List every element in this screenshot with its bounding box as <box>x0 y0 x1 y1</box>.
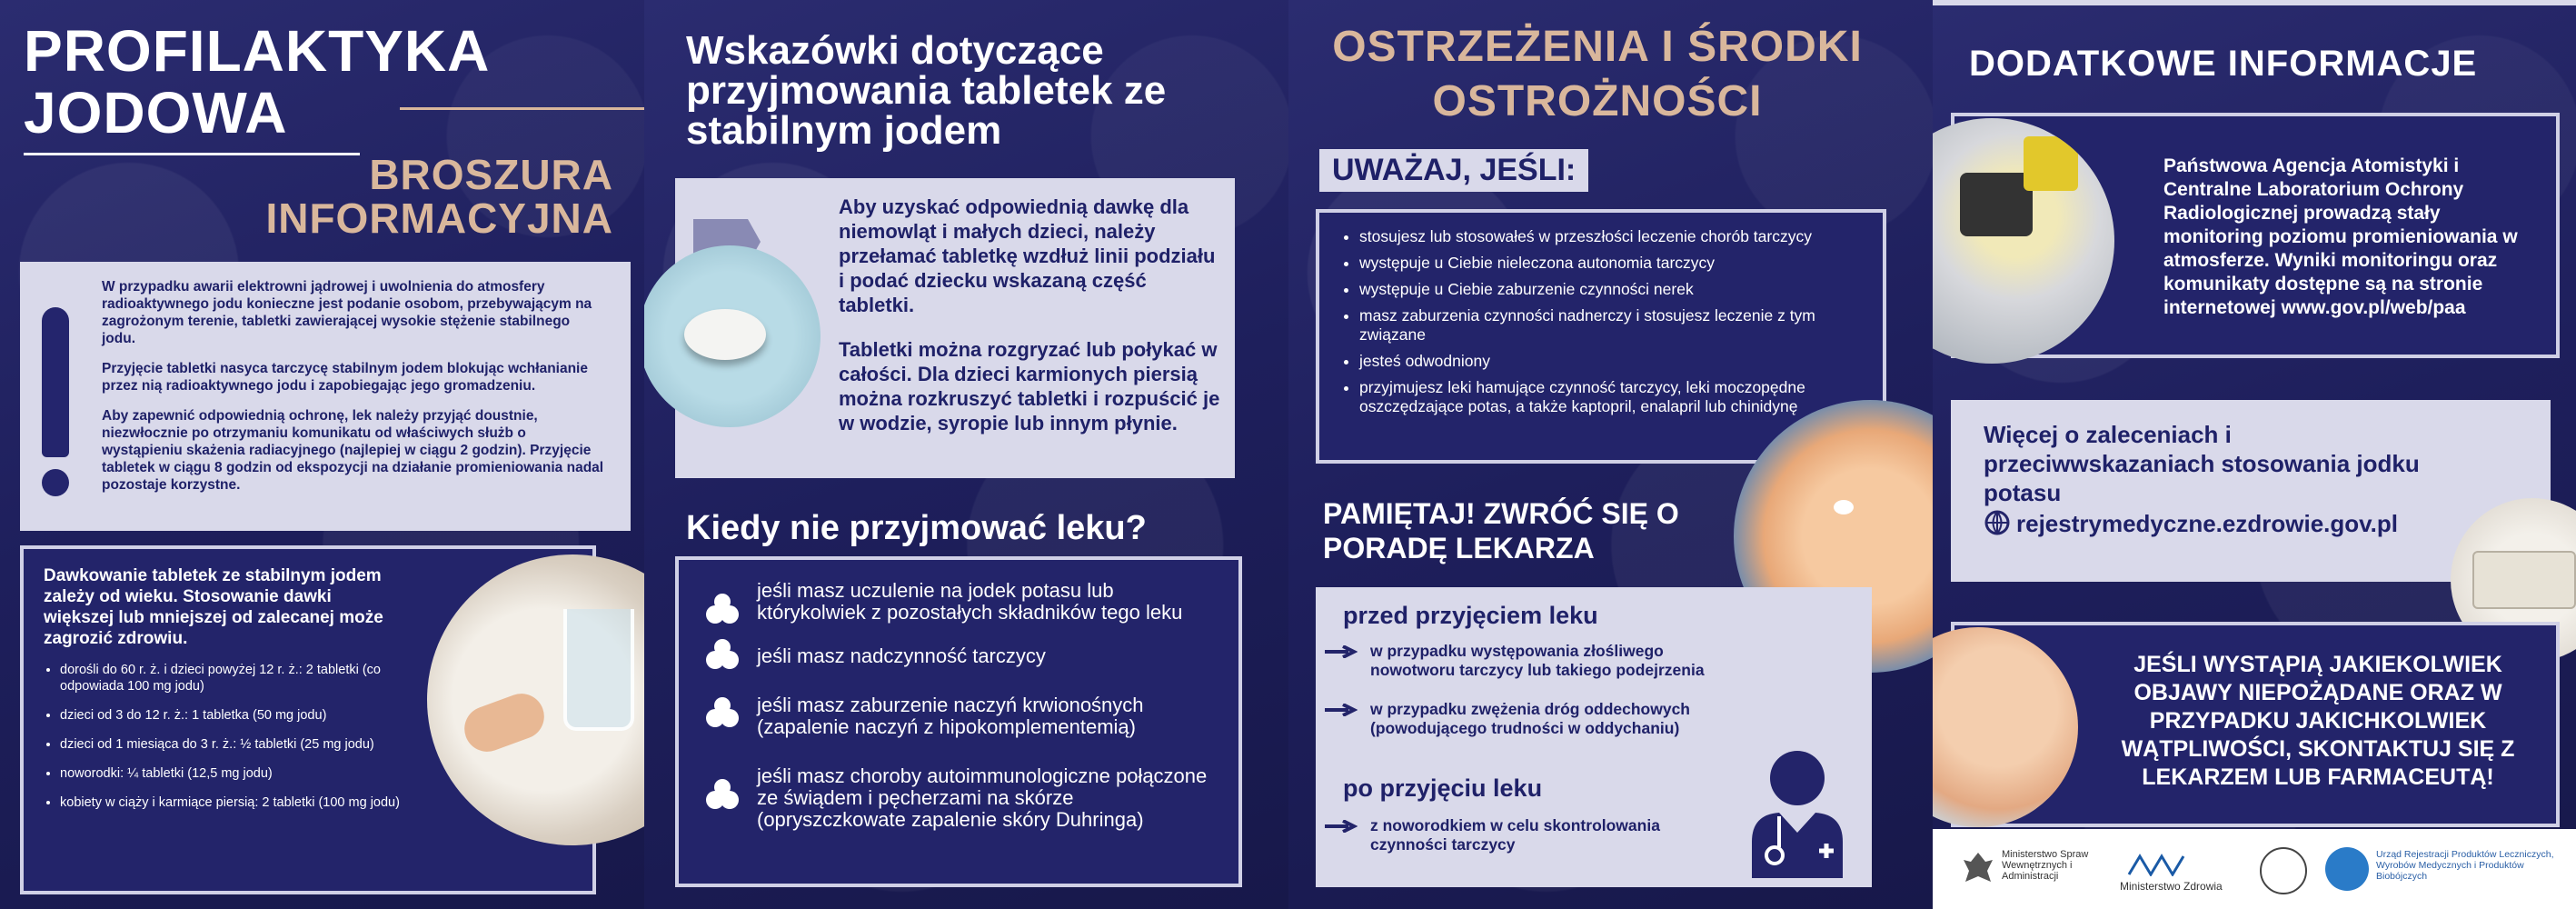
before-text: w przypadku zwężenia dróg oddechowych (powodującego trudności w oddychaniu) <box>1370 700 1690 737</box>
when-not-box <box>675 556 1242 887</box>
more-info-heading: Więcej o zaleceniach i przeciwwskazaniach stosowania jodku potasu <box>1984 421 2420 506</box>
additional-title: DODATKOWE INFORMACJE <box>1969 44 2478 84</box>
globe-icon <box>1984 509 2011 536</box>
doctor-icon <box>1743 742 1852 878</box>
radiation-sign-icon <box>2024 136 2078 191</box>
dosage-item: • kobiety w ciąży i karmiące piersią: 2 tabletki (100 mg jodu) <box>60 794 442 811</box>
tablet-icon <box>684 309 766 360</box>
dosage-item: • dzieci od 3 do 12 r. ż.: 1 tabletka (50 mg jodu) <box>60 707 442 724</box>
blister-icon <box>2472 551 2576 609</box>
when-not-item <box>697 645 1224 667</box>
subtitle-line-1: BROSZURA <box>369 151 613 198</box>
page-title <box>24 20 490 144</box>
side-effects-text: JEŚLI WYSTĄPIĄ JAKIEKOLWIEK OBJAWY NIEPOŻĄDANE ORAZ W PRZYPADKU JAKICHKOLWIEK WĄTPLIWOŚCI, SKONTAKTUJ SIĘ Z LEKARZEM LUB FARMACEUTĄ! <box>2121 652 2515 790</box>
after-heading: po przyjęciu leku <box>1343 774 1543 802</box>
tip-paragraph-2: Tabletki można rozgryzać lub połykać w całości. Dla dzieci karmionych piersią można rozkruszyć tabletki i rozpuścić je w wodzie, syropie lub innym płynie. <box>839 338 1220 435</box>
tips-text <box>839 195 1220 435</box>
glass-icon <box>563 609 634 731</box>
pills-icon <box>704 638 741 675</box>
arrow-icon <box>1325 704 1358 716</box>
subtitle-rule <box>400 107 644 110</box>
deco <box>802 205 830 233</box>
when-not-text: jeśli masz zaburzenie naczyń krwionośnych (zapalenie naczyń z hipokomplementemią) <box>757 694 1144 738</box>
title-line-2: JODOWA <box>24 80 288 145</box>
careful-list <box>1332 227 1877 424</box>
when-not-text: jeśli masz uczulenie na jodek potasu lub którykolwiek z pozostałych składników tego leku <box>757 579 1183 624</box>
tip-paragraph-1: Aby uzyskać odpowiednią dawkę dla niemowląt i małych dzieci, należy przełamać tabletkę wzdłuż linii podziału i podać dziecku wskazaną część tabletki. <box>839 195 1216 316</box>
info-paragraph-3: Aby zapewnić odpowiednią ochronę, lek należy przyjąć doustnie, niezwłocznie po otrzymaniu komunikatu od właściwych służb o wystąpieniu skażenia radiacyjnego (najlepiej w ciągu 2 godzin). Przyjęcie tabletek w ciągu 8 godzin od ekspozycji na działanie promieniowania nadal pozostaje korzystne. <box>102 408 604 493</box>
subtitle <box>265 153 613 240</box>
panel-3 <box>1288 0 1933 909</box>
when-not-text: jeśli masz nadczynność tarczycy <box>757 644 1046 667</box>
when-not-item <box>697 765 1224 831</box>
when-not-item <box>697 580 1224 624</box>
hand-icon <box>458 687 551 758</box>
careful-item: • masz zaburzenia czynności nadnerczy i stosujesz leczenie z tym związane <box>1359 306 1877 345</box>
dosage-item: • dzieci od 1 miesiąca do 3 r. ż.: ½ tabletki (25 mg jodu) <box>60 736 442 753</box>
meter-icon <box>1960 173 2033 236</box>
panel-2 <box>644 0 1288 909</box>
after-text: z noworodkiem w celu skontrolowania czynności tarczycy <box>1370 816 1660 854</box>
remember-heading: PAMIĘTAJ! ZWRÓĆ SIĘ O PORADĘ LEKARZA <box>1323 497 1679 564</box>
dosage-list <box>33 662 442 818</box>
careful-item: • przyjmujesz leki hamujące czynność tarczycy, leki moczopędne oszczędzające potas, a także kaptopril, enalapril lub chinidynę <box>1359 378 1877 416</box>
agency-text: Państwowa Agencja Atomistyki i Centralne Laboratorium Ochrony Radiologicznej prowadzą stały monitoring poziomu promieniowania w atmosferze. Wyniki monitoringu oraz komunikaty dostępne są na stronie internetowej www.gov.pl/web/paa <box>2163 155 2518 318</box>
arrow-icon <box>1325 820 1358 833</box>
website-url[interactable]: rejestrymedyczne.ezdrowie.gov.pl <box>2016 510 2398 537</box>
careful-item: • występuje u Ciebie nieleczona autonomia tarczycy <box>1359 254 1877 273</box>
mz-logo-icon <box>2127 853 2191 881</box>
dosage-item: • noworodki: ¼ tabletki (12,5 mg jodu) <box>60 765 442 782</box>
tablet-photo <box>644 245 821 427</box>
before-heading: przed przyjęciem leku <box>1343 602 1598 629</box>
subtitle-line-2: INFORMACYJNA <box>265 195 613 242</box>
logo-mswia-text: Ministerstwo Spraw Wewnętrznych i Administracji <box>2002 849 2089 882</box>
pills-icon <box>704 696 741 734</box>
info-box <box>20 262 631 531</box>
title-line-1: PROFILAKTYKA <box>24 18 491 84</box>
panel-4 <box>1933 0 2576 909</box>
website-link[interactable] <box>1984 509 2398 538</box>
before-item <box>1370 642 1752 680</box>
seal-logo-icon <box>2260 847 2307 894</box>
dosage-item: • dorośli do 60 r. ż. i dzieci powyżej 12 r. ż.: 2 tabletki (co odpowiada 100 mg jodu) <box>60 662 442 694</box>
tips-title: Wskazówki dotyczące przyjmowania tabletek ze stabilnym jodem <box>686 28 1167 153</box>
top-strip <box>1933 0 2576 5</box>
pill-icon <box>1834 500 1854 514</box>
when-not-heading: Kiedy nie przyjmować leku? <box>686 509 1147 547</box>
exclamation-dot-icon <box>42 469 69 496</box>
when-not-text: jeśli masz choroby autoimmunologiczne połączone ze świądem i pęcherzami na skórze (opryszczkowate zapalenie skóry Duhringa) <box>757 764 1208 831</box>
logos-strip <box>1933 829 2576 909</box>
warnings-title: OSTRZEŻENIA I ŚRODKI OSTROŻNOŚCI <box>1332 23 1863 125</box>
logo-mz-text: Ministerstwo Zdrowia <box>2120 880 2223 893</box>
info-paragraph-2: Przyjęcie tabletki nasyca tarczycę stabilnym jodem blokując wchłanianie przez nią radioaktywnego jodu i zapobiegając jego gromadzeniu. <box>102 361 588 394</box>
pills-icon <box>704 778 741 815</box>
info-text <box>102 278 606 494</box>
dosage-heading: Dawkowanie tabletek ze stabilnym jodem zależy od wieku. Stosowanie dawki większej lub mniejszej od zalecanej może zagrozić zdrowiu. <box>44 566 383 648</box>
careful-item: • stosujesz lub stosowałeś w przeszłości leczenie chorób tarczycy <box>1359 227 1877 246</box>
arrow-icon <box>1325 645 1358 658</box>
panel-1 <box>0 0 644 909</box>
careful-item: • jesteś odwodniony <box>1359 352 1877 371</box>
urpl-logo-icon <box>2325 847 2369 891</box>
pills-icon <box>704 593 741 630</box>
before-item <box>1370 700 1752 738</box>
after-item <box>1370 816 1716 854</box>
eagle-emblem-icon <box>1960 849 1996 889</box>
careful-heading: UWAŻAJ, JEŚLI: <box>1319 149 1588 192</box>
before-text: w przypadku występowania złośliwego nowotworu tarczycy lub takiego podejrzenia <box>1370 642 1705 679</box>
info-paragraph-1: W przypadku awarii elektrowni jądrowej i uwolnienia do atmosfery radioaktywnego jodu konieczne jest podanie osobom, przebywającym na zagrożonym terenie, tabletki zawierającej wysokie stężenie stabilnego jodu. <box>102 279 592 346</box>
when-not-list <box>697 580 1224 831</box>
when-not-item <box>697 694 1224 738</box>
after-list <box>1370 816 1716 854</box>
exclamation-icon <box>42 307 69 457</box>
careful-item: • występuje u Ciebie zaburzenie czynności nerek <box>1359 280 1877 299</box>
before-list <box>1370 642 1752 738</box>
logo-urpl-text: Urząd Rejestracji Produktów Leczniczych, Wyrobów Medycznych i Produktów Biobójczych <box>2376 849 2554 882</box>
doctor-box <box>1316 587 1872 887</box>
